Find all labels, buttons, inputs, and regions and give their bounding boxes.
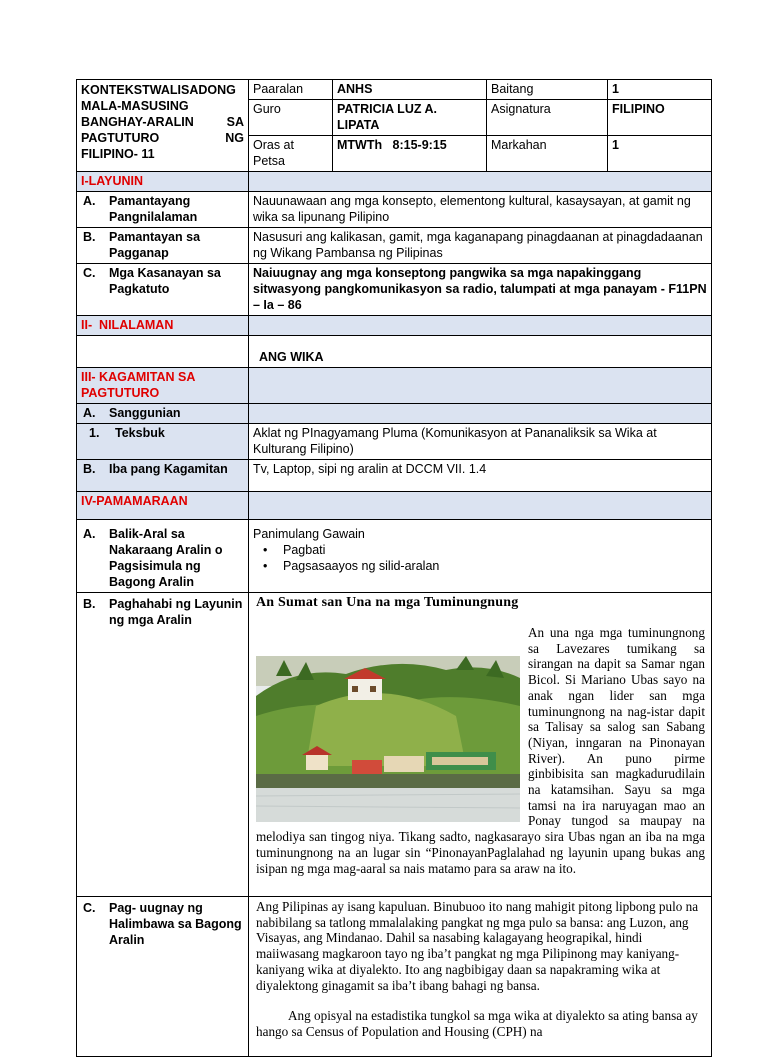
item-letter: B. (83, 462, 96, 476)
item-label: Paghahabi ng Layunin ng mga Aralin (109, 597, 243, 627)
story-title: An Sumat san Una na mga Tuminungnung (256, 595, 519, 610)
lesson-plan-table (76, 79, 712, 1057)
nilalaman-blank (77, 336, 249, 368)
item-letter: 1. (89, 426, 100, 440)
item-label: Pamantayan sa Pagganap (109, 230, 201, 260)
plan-title-line: BANGHAY-ARALIN SA (81, 115, 244, 129)
teksbuk-value: Aklat ng PInagyamang Pluma (Komunikasyon at Pananaliksik sa Wika at Kulturang Filipino) (249, 424, 712, 460)
markahan-value: 1 (608, 136, 712, 172)
item-letter: A. (83, 527, 96, 541)
nilalaman-value: ANG WIKA (249, 336, 712, 368)
item-letter: C. (83, 901, 96, 915)
item-label: Balik-Aral sa Nakaraang Aralin o Pagsisimula ng Bagong Aralin (109, 527, 223, 589)
pamantayang-pangnilalaman-value: Nauunawaan ang mga konsepto, elementong kultural, kasaysayan, at gamit ng wika sa lipunang Pilipino (249, 192, 712, 228)
baitang-label: Baitang (487, 80, 608, 100)
paghahabi-value (249, 593, 712, 897)
nilalaman-heading-fill (249, 316, 712, 336)
plan-title-line: FILIPINO- 11 (81, 147, 155, 161)
guro-label: Guro (249, 100, 333, 136)
paaralan-value: ANHS (333, 80, 487, 100)
pamantayan-pagganap-value: Nasusuri ang kalikasan, gamit, mga kaganapang pinagdaanan at pinagdadaanan ng Wikang Pambansa ng Pilipinas (249, 228, 712, 264)
story-text: An una nga mga tuminungnong sa Lavezares tumikang sa sirangan na dapit sa Samar ngan Bicol. Si Mariano Ubas sayo na anak ngan lider san mga tuminungnong na nag-istar dapit sa Talisay sa salog san Sabang (Niyan, inngaran na Pinonayan River). An puno pirme ginbibisita san magkadurudilain na katamsihan. Sayu sa mga tamsi na ira naruyagan mao an Ponay tungod sa maupay na melodiya san tingog niya. Tikang sadto, nagkasarayo sira Ubas ngan an iba na mga tuminungnong na an lugar sin “PinonayanPaglalahad ng layunin upang bukas ang isipan ng mga mag-aaral sa nais matamo para sa araw na ito. (256, 625, 705, 876)
asignatura-value: FILIPINO (608, 100, 712, 136)
landscape-photo-icon (256, 656, 520, 822)
item-letter: B. (83, 230, 96, 244)
paguugnay-value (249, 897, 712, 1057)
sanggunian-label (77, 404, 249, 424)
asignatura-label: Asignatura (487, 100, 608, 136)
item-label: Sanggunian (109, 406, 181, 420)
balik-aral-label (77, 520, 249, 593)
paghahabi-label (77, 593, 249, 897)
kagamitan-heading: III- KAGAMITAN SA PAGTUTURO (77, 368, 249, 404)
kasanayan-label (77, 264, 249, 316)
sanggunian-fill (249, 404, 712, 424)
plan-title-line: KONTEKSTWALISADONG (81, 83, 236, 97)
item-letter: A. (83, 194, 96, 208)
kagamitan-heading-fill (249, 368, 712, 404)
plan-title-line: MALA-MASUSING (81, 99, 189, 113)
item-label: Pamantayang Pangnilalaman (109, 194, 198, 224)
pamamaraan-heading-fill (249, 492, 712, 520)
paaralan-label: Paaralan (249, 80, 333, 100)
iba-kagamitan-label (77, 460, 249, 492)
plan-title-cell (77, 80, 249, 172)
markahan-label: Markahan (487, 136, 608, 172)
pamantayang-pangnilalaman-label (77, 192, 249, 228)
guro-value: PATRICIA LUZ A. LIPATA (333, 100, 487, 136)
baitang-value: 1 (608, 80, 712, 100)
kasanayan-value: Naiuugnay ang mga konseptong pangwika sa mga napakinggang sitwasyong pangkomunikasyon sa radio, talumpati at mga panayam - F11PN – Ia – 86 (249, 264, 712, 316)
layunin-heading: I-LAYUNIN (77, 172, 249, 192)
item-letter: A. (83, 406, 96, 420)
oras-value: MTWTh 8:15-9:15 (333, 136, 487, 172)
item-letter: B. (83, 597, 96, 611)
panimulang-gawain: Panimulang Gawain (253, 527, 365, 541)
iba-kagamitan-value: Tv, Laptop, sipi ng aralin at DCCM VII. 1.4 (249, 460, 712, 492)
nilalaman-heading: II- NILALAMAN (77, 316, 249, 336)
plan-title-line: PAGTUTURO NG (81, 131, 244, 145)
item-label: Mga Kasanayan sa Pagkatuto (109, 266, 221, 296)
item-label: Pag- uugnay ng Halimbawa sa Bagong Aralin (109, 901, 242, 947)
hillside-village-photo (256, 656, 520, 822)
item-label: Iba pang Kagamitan (109, 462, 228, 476)
layunin-heading-fill (249, 172, 712, 192)
paguugnay-paragraph-2: Ang opisyal na estadistika tungkol sa mga wika at diyalekto sa ating bansa ay hango sa Census of Population and Housing (CPH) na (256, 1008, 698, 1039)
teksbuk-label (77, 424, 249, 460)
item-label: Teksbuk (115, 426, 165, 440)
list-item: • Pagbati (283, 542, 707, 558)
paguugnay-paragraph-1: Ang Pilipinas ay isang kapuluan. Binubuoo ito nang mahigit pitong lipbong pulo na nabibilang sa tatlong mmalalaking pangkat ng mga pulo sa bansa: ang Luzon, ang Visayas, ang Mindanao. Dahil sa nasabing kalagayang heograpikal, hindi maiiwasang magkaroon tayo ng iba’t pangkat ng mga Pilipinong may kaniyang-kaniyang wika at diyalekto. Ito ang nagbibigay daan sa napakraming wika at diyalektong ginagamit sa iba’t ibang bahagi ng bansa. (256, 899, 699, 993)
paguugnay-label (77, 897, 249, 1057)
balik-aral-value (249, 520, 712, 593)
pamamaraan-heading: IV-PAMAMARAAN (77, 492, 249, 520)
gawain-list (253, 542, 707, 574)
oras-label: Oras at Petsa (249, 136, 333, 172)
item-letter: C. (83, 266, 96, 280)
pamantayan-pagganap-label (77, 228, 249, 264)
list-item: • Pagsasaayos ng silid-aralan (283, 558, 707, 574)
